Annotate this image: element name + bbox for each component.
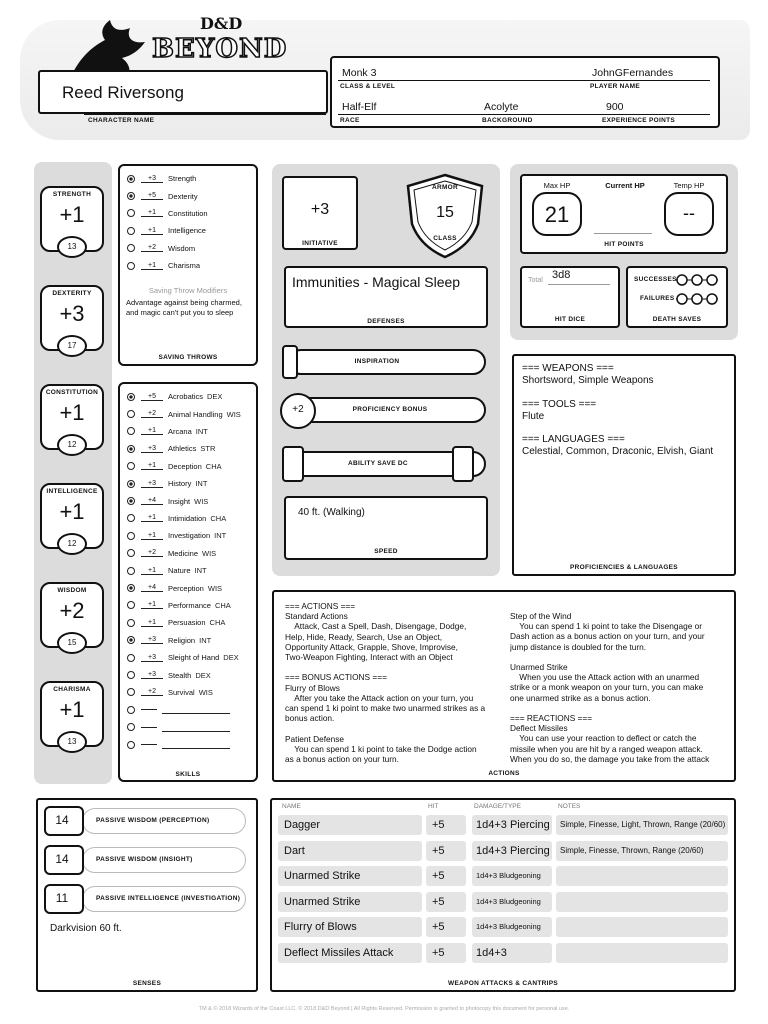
attack-name: Unarmed Strike: [278, 866, 422, 886]
skill-row[interactable]: [127, 527, 226, 544]
character-name-label: CHARACTER NAME: [88, 117, 155, 124]
skill-ability: CHA: [209, 618, 226, 628]
languages-header: === LANGUAGES ===: [522, 434, 625, 445]
proficiency-dot-icon: [127, 619, 135, 627]
saving-throw-row[interactable]: [127, 257, 200, 274]
ability-modifier: +1: [59, 499, 85, 524]
skill-mod: +1: [141, 601, 163, 609]
proficiency-dot-icon: [127, 462, 135, 470]
ability-intelligence: [40, 483, 104, 561]
proficiency-dot-icon: [127, 192, 135, 200]
skill-row[interactable]: [127, 405, 241, 422]
attack-name: Unarmed Strike: [278, 892, 422, 912]
ability-score: 13: [57, 236, 87, 258]
saving-throw-name: Strength: [168, 174, 197, 184]
saving-throw-mod: +2: [141, 244, 163, 252]
proficiency-dot-icon: [127, 209, 135, 217]
skill-mod-blank: [141, 709, 157, 710]
skill-name: Perception: [168, 583, 204, 593]
proficiency-dot-icon: [127, 244, 135, 252]
armor-class-value: 15: [436, 204, 454, 221]
ability-score: 15: [57, 632, 87, 654]
footer-legal: TM & © 2018 Wizards of the Coast LLC. © 2018 D&D Beyond | All Rights Reserved. Permission is granted to photocopy this document for personal use.: [198, 1006, 570, 1012]
background-label: BACKGROUND: [482, 117, 533, 124]
actions-title: ACTIONS: [488, 770, 520, 777]
attack-hit: +5: [426, 943, 466, 963]
max-hp-label: Max HP: [543, 181, 571, 190]
attack-row[interactable]: [278, 815, 728, 835]
attack-hit: +5: [426, 917, 466, 937]
attack-row[interactable]: [278, 892, 728, 912]
skill-row[interactable]: [127, 492, 208, 509]
skill-name-blank: [162, 713, 230, 714]
saving-throw-row[interactable]: [127, 222, 206, 239]
skill-ability: DEX: [195, 670, 211, 680]
skill-row-blank[interactable]: [127, 736, 230, 753]
languages-text: Celestial, Common, Draconic, Elvish, Giant: [522, 446, 714, 457]
skill-row-blank[interactable]: [127, 701, 230, 718]
skill-name: Persuasion: [168, 618, 206, 628]
tools-text: Flute: [522, 411, 545, 422]
skill-name: Performance: [168, 600, 211, 610]
proficiency-dot-icon: [127, 410, 135, 418]
attacks-header-hit: HIT: [428, 803, 439, 810]
skill-ability: WIS: [198, 687, 213, 697]
proficiency-bonus-label: PROFICIENCY BONUS: [352, 406, 428, 413]
actions-col-left: === ACTIONS === Standard Actions Attack, Cast a Spell, Dash, Disengage, Dodge, Help, Hide, Ready, Search, Use an Object, Opportunity Attack, Grapple, Shove, Improvise, Two-Weapon Fighting, Interact with an Object === BONUS ACTIONS === Flurry of Blows After you take the Attack action on your turn, you can spend 1 ki point to make two unarmed strikes as a bonus action. Patient Defense You can spend 1 ki point to take the Dodge action as a bonus action on your turn.: [285, 601, 486, 765]
ability-name: DEXTERITY: [52, 290, 92, 297]
proficiency-dot-icon: [127, 636, 135, 644]
skill-ability: DEX: [207, 392, 223, 402]
skill-mod: +3: [141, 636, 163, 644]
skills-title: SKILLS: [175, 771, 201, 778]
proficiency-dot-icon: [127, 262, 135, 270]
attack-row[interactable]: [278, 841, 728, 861]
proficiency-dot-icon: [127, 532, 135, 540]
skill-mod: +1: [141, 619, 163, 627]
senses-title: SENSES: [132, 980, 162, 987]
experience-points-label: EXPERIENCE POINTS: [602, 117, 676, 124]
ability-constitution: [40, 384, 104, 462]
attack-damage: 1d4+3 Bludgeoning: [472, 892, 552, 912]
ability-name: WISDOM: [57, 587, 87, 594]
player-name-label: PLAYER NAME: [590, 83, 641, 90]
skill-name: Investigation: [168, 531, 211, 541]
attacks-header-name: NAME: [282, 803, 301, 810]
skill-ability: DEX: [223, 653, 239, 663]
saving-throw-name: Wisdom: [168, 243, 196, 253]
proficiency-dot-icon: [127, 601, 135, 609]
attacks-title: WEAPON ATTACKS & CANTRIPS: [448, 980, 558, 987]
skill-mod-blank: [141, 727, 157, 728]
skill-mod: +3: [141, 480, 163, 488]
successes-label: SUCCESSES: [634, 276, 677, 283]
skill-mod: +1: [141, 427, 163, 435]
skill-ability: INT: [195, 479, 208, 489]
brand-main: BEYOND: [152, 34, 288, 64]
proficiency-dot-icon: [127, 480, 135, 488]
saving-throw-mod: +1: [141, 227, 163, 235]
proficiency-dot-icon: [127, 706, 135, 714]
character-name: Reed Riversong: [62, 83, 184, 102]
proficiency-dot-icon: [127, 393, 135, 401]
proficiency-dot-icon: [127, 584, 135, 592]
saving-throw-name: Dexterity: [168, 191, 198, 201]
skill-ability: WIS: [207, 583, 223, 593]
proficiency-dot-icon: [127, 567, 135, 575]
tools-header: === TOOLS ===: [522, 399, 597, 410]
sense-label: PASSIVE WISDOM (INSIGHT): [96, 856, 193, 863]
attack-notes: [556, 866, 728, 886]
weapons-text: Shortsword, Simple Weapons: [522, 375, 654, 386]
actions-col-right: Step of the Wind You can spend 1 ki point to take the Disengage or Dash action as a bonus action on your turn, and your jump distance is doubled for the turn. Unarmed Strike When you use the Attack action with an unarmed strike or a monk weapon on your turn, you can make one unarmed strike as a bonus action. === REACTIONS === Deflect Missiles You can use your reaction to deflect or catch the missile when you are hit by a ranged weapon attack. When you do so, the damage you take from the attack: [510, 611, 710, 764]
saving-throw-row[interactable]: [127, 240, 195, 257]
skill-row[interactable]: [127, 684, 213, 701]
skill-mod: +1: [141, 514, 163, 522]
skill-ability: STR: [200, 444, 216, 454]
sense-value: 14: [55, 813, 69, 827]
saving-throws-title: SAVING THROWS: [158, 354, 218, 361]
attack-hit: +5: [426, 866, 466, 886]
attack-notes: Simple, Finesse, Thrown, Range (20/60): [556, 841, 728, 861]
saving-throw-name: Charisma: [168, 261, 201, 271]
successes-circles[interactable]: [676, 273, 718, 291]
save-dc-cap-left: [282, 446, 304, 482]
saving-throw-mod: +1: [141, 209, 163, 217]
saving-throw-mod: +1: [141, 262, 163, 270]
brand-top: D&D: [200, 14, 243, 33]
proficiency-dot-icon: [127, 688, 135, 696]
skill-name: Medicine: [168, 548, 199, 558]
ability-modifier: +1: [59, 697, 85, 722]
ability-score: 17: [57, 335, 87, 357]
proficiency-dot-icon: [127, 549, 135, 557]
class-level-line: [338, 80, 710, 81]
experience-points: 900: [606, 101, 624, 113]
hit-points-title: HIT POINTS: [604, 241, 644, 248]
attack-damage: 1d4+3: [472, 943, 552, 963]
skill-ability: CHA: [214, 600, 231, 610]
attack-name: Flurry of Blows: [278, 917, 422, 937]
attack-damage: 1d4+3 Piercing: [472, 841, 552, 861]
proficiency-bonus-value: +2: [292, 404, 304, 415]
ability-modifier: +1: [59, 202, 85, 227]
weapons-header: === WEAPONS ===: [522, 363, 614, 374]
initiative-value: +3: [310, 201, 330, 218]
attack-row[interactable]: [278, 917, 728, 937]
speed-value: 40 ft. (Walking): [298, 507, 365, 518]
defenses-label: DEFENSES: [367, 318, 405, 325]
ability-strength: [40, 186, 104, 264]
skill-mod: +1: [141, 462, 163, 470]
ability-modifier: +2: [59, 598, 85, 623]
skill-name: Religion: [168, 635, 196, 645]
saving-throw-mod: +5: [141, 192, 163, 200]
ability-dexterity: [40, 285, 104, 363]
attack-row[interactable]: [278, 866, 728, 886]
inspiration-label: INSPIRATION: [354, 358, 400, 365]
attack-damage: 1d4+3 Bludgeoning: [472, 917, 552, 937]
attack-hit: +5: [426, 841, 466, 861]
skill-mod: +2: [141, 688, 163, 696]
proficiency-dot-icon: [127, 445, 135, 453]
proficiencies-panel: [512, 354, 736, 576]
proficiency-dot-icon: [127, 175, 135, 183]
skill-row[interactable]: [127, 614, 225, 631]
ability-score: 12: [57, 434, 87, 456]
skill-row[interactable]: [127, 388, 222, 405]
race-line: [338, 114, 710, 115]
senses-notes: Darkvision 60 ft.: [50, 923, 122, 934]
attack-hit: +5: [426, 815, 466, 835]
proficiency-dot-icon: [127, 741, 135, 749]
skill-name: Athletics: [168, 444, 197, 454]
inspiration-cap-left: [282, 345, 298, 379]
skill-ability: WIS: [226, 409, 241, 419]
skill-name: Stealth: [168, 670, 192, 680]
hit-dice-total-label: Total: [528, 277, 543, 284]
hit-dice-value: 3d8: [552, 269, 571, 281]
attack-hit: +5: [426, 892, 466, 912]
attack-damage: 1d4+3 Piercing: [472, 815, 552, 835]
skill-mod: +2: [141, 549, 163, 557]
skill-ability: INT: [195, 426, 208, 436]
saving-throw-row[interactable]: [127, 187, 198, 204]
skill-name: Nature: [168, 566, 191, 576]
skill-row-blank[interactable]: [127, 719, 230, 736]
character-name-underline: [84, 114, 326, 115]
skill-mod: +3: [141, 671, 163, 679]
current-hp-field[interactable]: [594, 233, 652, 234]
skill-name: Acrobatics: [168, 392, 204, 402]
temp-hp-label: Temp HP: [673, 181, 705, 190]
skill-row[interactable]: [127, 649, 239, 666]
skill-mod: +4: [141, 497, 163, 505]
ability-score: 13: [57, 731, 87, 753]
ability-charisma: [40, 681, 104, 759]
skill-row[interactable]: [127, 458, 222, 475]
failures-label: FAILURES: [640, 295, 675, 302]
proficiency-dot-icon: [127, 654, 135, 662]
ability-wisdom: [40, 582, 104, 660]
skill-ability: INT: [214, 531, 227, 541]
skill-mod: +4: [141, 584, 163, 592]
ability-name: CHARISMA: [53, 686, 91, 693]
skill-row[interactable]: [127, 597, 231, 614]
skill-mod: +1: [141, 567, 163, 575]
skill-mod: +2: [141, 410, 163, 418]
skill-row[interactable]: [127, 423, 208, 440]
skill-row[interactable]: [127, 475, 207, 492]
skill-ability: CHA: [210, 513, 227, 523]
proficiencies-title: PROFICIENCIES & LANGUAGES: [570, 564, 678, 571]
skill-ability: WIS: [194, 496, 209, 506]
class-level: Monk 3: [342, 67, 377, 79]
skill-name: Insight: [168, 496, 191, 506]
initiative-label: INITIATIVE: [302, 240, 338, 247]
saving-throw-modifiers-text: Advantage against being charmed, and magic can't put you to sleep: [126, 298, 242, 317]
armor-label-bottom: CLASS: [433, 235, 457, 242]
attacks-header-damage: DAMAGE/TYPE: [474, 803, 521, 810]
skill-row[interactable]: [127, 545, 216, 562]
skill-row[interactable]: [127, 632, 211, 649]
attack-damage: 1d4+3 Bludgeoning: [472, 866, 552, 886]
proficiency-dot-icon: [127, 514, 135, 522]
save-dc-cap-right: [452, 446, 474, 482]
hit-dice-label: HIT DICE: [554, 316, 586, 323]
skill-row[interactable]: [127, 579, 222, 596]
defenses-value: Immunities - Magical Sleep: [292, 274, 461, 290]
ability-name: STRENGTH: [52, 191, 92, 198]
skill-mod: +3: [141, 654, 163, 662]
skill-mod: +3: [141, 445, 163, 453]
skill-name-blank: [162, 731, 230, 732]
ability-modifier: +1: [59, 400, 85, 425]
ability-save-dc-label: ABILITY SAVE DC: [348, 460, 408, 467]
skill-mod-blank: [141, 744, 157, 745]
saving-throw-row[interactable]: [127, 205, 208, 222]
sense-value: 14: [55, 852, 69, 866]
attack-name: Deflect Missiles Attack: [278, 943, 422, 963]
skill-name: Survival: [168, 687, 195, 697]
sense-label: PASSIVE WISDOM (PERCEPTION): [96, 817, 210, 824]
attack-name: Dagger: [278, 815, 422, 835]
attack-row[interactable]: [278, 943, 728, 963]
ability-name: CONSTITUTION: [45, 389, 99, 396]
attack-notes: [556, 917, 728, 937]
skill-name: Intimidation: [168, 513, 207, 523]
skill-row[interactable]: [127, 666, 211, 683]
temp-hp-value: --: [683, 203, 695, 223]
attack-name: Dart: [278, 841, 422, 861]
sense-label: PASSIVE INTELLIGENCE (INVESTIGATION): [96, 895, 241, 902]
proficiency-dot-icon: [127, 671, 135, 679]
player-name: JohnGFernandes: [592, 67, 674, 79]
skill-ability: INT: [199, 635, 212, 645]
skill-row[interactable]: [127, 562, 207, 579]
skill-mod: +1: [141, 532, 163, 540]
skill-name: Arcana: [168, 426, 192, 436]
ability-score: 12: [57, 533, 87, 555]
proficiency-dot-icon: [127, 227, 135, 235]
saving-throw-name: Constitution: [168, 208, 208, 218]
race: Half-Elf: [342, 101, 377, 113]
attacks-header-notes: NOTES: [558, 803, 581, 810]
attack-notes: Simple, Finesse, Light, Thrown, Range (20/60): [556, 815, 728, 835]
skill-ability: INT: [194, 566, 207, 576]
death-saves-label: DEATH SAVES: [652, 316, 702, 323]
skill-name: Animal Handling: [168, 409, 223, 419]
skill-name-blank: [162, 748, 230, 749]
saving-throw-row[interactable]: [127, 170, 196, 187]
skill-mod: +5: [141, 393, 163, 401]
hit-dice-line: [548, 284, 610, 285]
ability-name: INTELLIGENCE: [46, 488, 98, 495]
attack-notes: [556, 943, 728, 963]
sense-value: 11: [55, 891, 69, 905]
skill-row[interactable]: [127, 440, 215, 457]
background: Acolyte: [484, 101, 519, 113]
proficiency-dot-icon: [127, 723, 135, 731]
proficiency-dot-icon: [127, 497, 135, 505]
armor-label-top: ARMOR: [431, 184, 459, 191]
skill-row[interactable]: [127, 510, 226, 527]
skill-name: Deception: [168, 461, 202, 471]
skill-name: Sleight of Hand: [168, 653, 220, 663]
skill-ability: WIS: [202, 548, 217, 558]
skill-ability: CHA: [205, 461, 222, 471]
saving-throw-mod: +3: [141, 175, 163, 183]
max-hp-value: 21: [544, 202, 570, 227]
attack-notes: [556, 892, 728, 912]
skill-name: History: [168, 479, 192, 489]
speed-label: SPEED: [374, 548, 398, 555]
failures-circles[interactable]: [676, 292, 718, 310]
race-label: RACE: [340, 117, 360, 124]
class-level-label: CLASS & LEVEL: [340, 83, 396, 90]
current-hp-label: Current HP: [605, 181, 645, 190]
saving-throw-name: Intelligence: [168, 226, 206, 236]
saving-throw-modifiers-label: Saving Throw Modifiers: [148, 286, 228, 295]
proficiency-dot-icon: [127, 427, 135, 435]
ability-modifier: +3: [59, 301, 85, 326]
